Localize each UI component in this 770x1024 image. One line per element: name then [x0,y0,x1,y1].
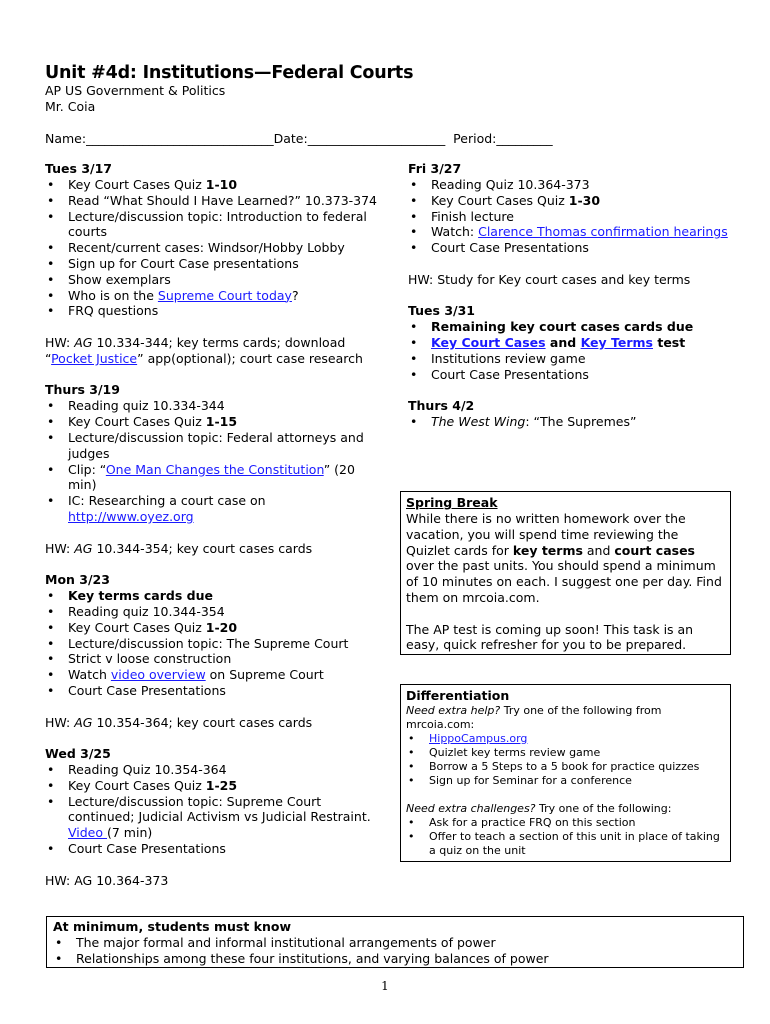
extra-challenge-intro: Need extra challenges? Try one of the following: [406,802,672,815]
list-item: • Reading Quiz 10.364-373 [408,177,728,193]
list-item: • The major formal and informal institutional arrangements of power [53,935,737,951]
day-heading-thurs-3-19: Thurs 3/19 [45,382,120,398]
homework-fri-3-27: HW: Study for Key court cases and key terms [408,271,691,287]
list-item: • The West Wing: “The Supremes” [408,414,728,430]
list-item: • Sign up for Court Case presentations [45,256,385,272]
list-item: • Lecture/discussion topic: Introduction to federal courts [45,209,385,241]
spring-break-text: While there is no written homework over the vacation, you will spend time reviewing the Quizlet cards for key terms and court cases over the past units. You should spend a minimum of 10 minutes on each. I suggest one per day. Find them on mrcoia.com. [406,511,722,605]
list-item: • IC: Researching a court case on http://www.oyez.org [45,493,385,525]
list-item: • Key Court Cases Quiz 1-20 [45,620,385,636]
differentiation-box [400,684,731,862]
extra-help-list [406,732,725,788]
spring-break-heading: Spring Break [406,495,498,510]
minimum-knowledge-box [46,916,744,968]
day-heading-wed-3-25: Wed 3/25 [45,746,111,762]
list-item: • Key Court Cases and Key Terms test [408,335,728,351]
list-item: • Court Case Presentations [408,367,728,383]
thurs-4-2-list [408,414,728,430]
differentiation-heading: Differentiation [406,688,510,703]
list-item: • Clip: “One Man Changes the Constitution” (20 min) [45,462,385,494]
clarence-thomas-link[interactable]: Clarence Thomas confirmation hearings [478,224,728,240]
minimum-list [53,935,737,967]
one-man-changes-link[interactable]: One Man Changes the Constitution [105,461,324,477]
key-terms-link[interactable]: Key Terms [580,335,653,351]
left-column [45,161,385,888]
hippocampus-link[interactable]: HippoCampus.org [429,732,528,745]
list-item: • Ask for a practice FRQ on this section [406,816,725,830]
list-item: • FRQ questions [45,303,385,319]
list-item: • Reading quiz 10.344-354 [45,604,385,620]
minimum-heading: At minimum, students must know [53,919,291,934]
wed-3-25-list [45,762,385,857]
right-column [408,161,728,430]
list-item: • Lecture/discussion topic: Supreme Court continued; Judicial Activism vs Judicial Restraint. Video (7 min) [45,794,385,841]
list-item: • Key Court Cases Quiz 1-30 [408,193,728,209]
homework-wed-3-25: HW: AG 10.364-373 [45,872,169,888]
homework-thurs-3-19: HW: AG 10.344-354; key court cases cards [45,540,313,556]
thurs-3-19-list [45,398,385,524]
oyez-link[interactable]: http://www.oyez.org [68,508,194,524]
list-item: • Key Court Cases Quiz 1-25 [45,778,385,794]
list-item: • Read “What Should I Have Learned?” 10.373-374 [45,193,385,209]
list-item: • Who is on the Supreme Court today? [45,288,385,304]
course-name: AP US Government & Politics [45,83,226,98]
list-item: • Watch video overview on Supreme Court [45,667,385,683]
name-label: Name: [45,131,87,146]
list-item: • Finish lecture [408,209,728,225]
list-item: • Court Case Presentations [408,240,728,256]
list-item: • Relationships among these four institutions, and varying balances of power [53,951,737,967]
list-item: • Recent/current cases: Windsor/Hobby Lobby [45,240,385,256]
day-heading-fri-3-27: Fri 3/27 [408,161,462,176]
mon-3-23-list [45,588,385,699]
list-item: • Show exemplars [45,272,385,288]
day-heading-tues-3-17: Tues 3/17 [45,161,112,176]
spring-break-box [400,491,731,655]
list-item: • Lecture/discussion topic: The Supreme Court [45,636,385,652]
list-item: • Key Court Cases Quiz 1-10 [45,177,385,193]
homework-tues-3-17: HW: AG 10.334-344; key terms cards; download “Pocket Justice” app(optional); court case research [45,334,363,366]
list-item: • Court Case Presentations [45,683,385,699]
extra-challenge-list [406,816,725,858]
teacher-name: Mr. Coia [45,99,96,114]
day-heading-mon-3-23: Mon 3/23 [45,572,110,588]
page-title: Unit #4d: Institutions—Federal Courts [45,63,414,83]
tues-3-17-list [45,177,385,319]
homework-mon-3-23: HW: AG 10.354-364; key court cases cards [45,714,313,730]
video-overview-link[interactable]: video overview [110,667,206,683]
day-heading-thurs-4-2: Thurs 4/2 [408,398,475,414]
list-item: • Institutions review game [408,351,728,367]
list-item: • Sign up for Seminar for a conference [406,774,725,788]
list-item: • Offer to teach a section of this unit in place of taking a quiz on the unit [406,830,725,858]
list-item: • Key Court Cases Quiz 1-15 [45,414,385,430]
list-item: • Lecture/discussion topic: Federal attorneys and judges [45,430,385,462]
period-label: Period: [453,131,497,146]
list-item [406,732,725,746]
list-item: • Strict v loose construction [45,651,385,667]
list-item: • Reading Quiz 10.354-364 [45,762,385,778]
list-item: • Watch: Clarence Thomas confirmation hearings [408,224,728,240]
tues-3-31-list [408,319,728,382]
date-label: Date: [273,131,308,146]
list-item: • Key terms cards due [45,588,385,604]
name-blank[interactable]: ______________________________ [86,131,274,146]
video-link[interactable]: Video [68,825,107,841]
fri-3-27-list [408,177,728,256]
page-number: 1 [381,979,389,993]
supreme-court-today-link[interactable]: Supreme Court today [157,287,292,303]
list-item: • Quizlet key terms review game [406,746,725,760]
extra-help-intro: Need extra help? Try one of the following from mrcoia.com: [406,704,662,731]
date-blank[interactable]: ______________________ [307,131,446,146]
list-item: • Reading quiz 10.334-344 [45,398,385,414]
list-item: • Remaining key court cases cards due [408,319,728,335]
student-info-line [45,131,553,146]
day-heading-tues-3-31: Tues 3/31 [408,303,475,319]
ap-test-note: The AP test is coming up soon! This task is an easy, quick refresher for you to be prepared. [406,621,694,653]
key-court-cases-link[interactable]: Key Court Cases [431,335,546,351]
list-item: • Borrow a 5 Steps to a 5 book for practice quizzes [406,760,725,774]
pocket-justice-link[interactable]: Pocket Justice [51,350,138,366]
list-item: • Court Case Presentations [45,841,385,857]
period-blank[interactable]: _________ [496,131,553,146]
